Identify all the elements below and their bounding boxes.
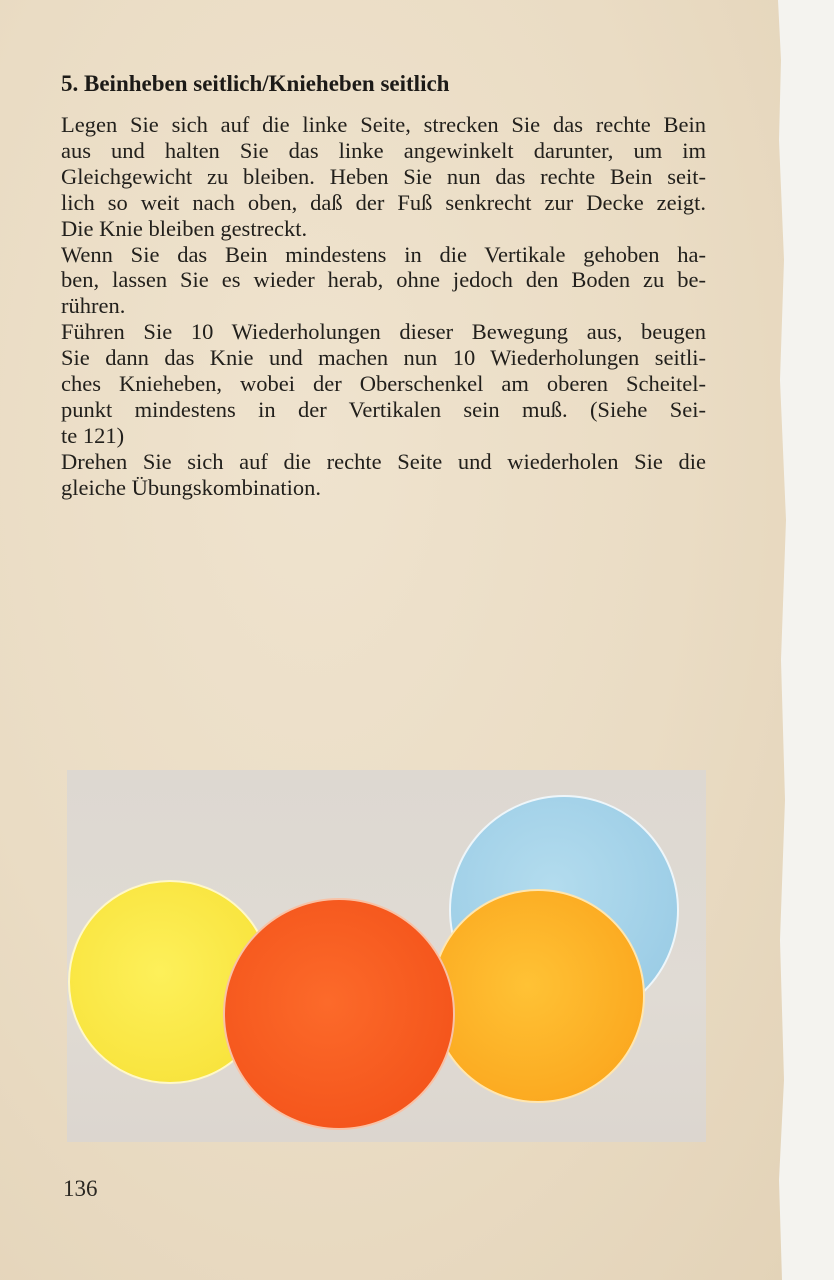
section-heading: 5. Beinheben seitlich/Knieheben seitlich (61, 71, 450, 96)
text-line: Legen Sie sich auf die linke Seite, strecken Sie das rechte Bein (61, 112, 706, 137)
body-text (61, 112, 706, 501)
text-line: te 121) (61, 422, 125, 448)
text-line: Wenn Sie das Bein mindestens in die Vertikale gehoben ha- (61, 241, 706, 267)
text-line: aus und halten Sie das linke angewinkelt darunter, um im (61, 137, 706, 163)
text-line: rühren. (61, 293, 126, 319)
text-line: lich so weit nach oben, daß der Fuß senkrecht zur Decke zeigt. (61, 189, 706, 215)
text-line: gleiche Übungskombination. (61, 474, 321, 500)
text-line: Gleichgewicht zu bleiben. Heben Sie nun das rechte Bein seit- (61, 163, 706, 189)
red-disc (224, 899, 454, 1129)
color-discs-illustration (67, 770, 706, 1142)
text-line: ben, lassen Sie es wieder herab, ohne jedoch den Boden zu be- (61, 267, 706, 293)
text-line: ches Knieheben, wobei der Oberschenkel am oberen Scheitel- (61, 371, 706, 397)
page-number: 136 (63, 1176, 98, 1201)
color-discs-photo (67, 770, 706, 1142)
text-line: Führen Sie 10 Wiederholungen dieser Bewegung aus, beugen (61, 319, 706, 345)
text-line: punkt mindestens in der Vertikalen sein muß. (Siehe Sei- (61, 396, 706, 422)
text-line: Sie dann das Knie und machen nun 10 Wiederholungen seitli- (61, 345, 706, 371)
orange-disc (432, 890, 644, 1102)
text-line: Die Knie bleiben gestreckt. (61, 215, 308, 241)
text-line: Drehen Sie sich auf die rechte Seite und wiederholen Sie die (61, 448, 706, 474)
